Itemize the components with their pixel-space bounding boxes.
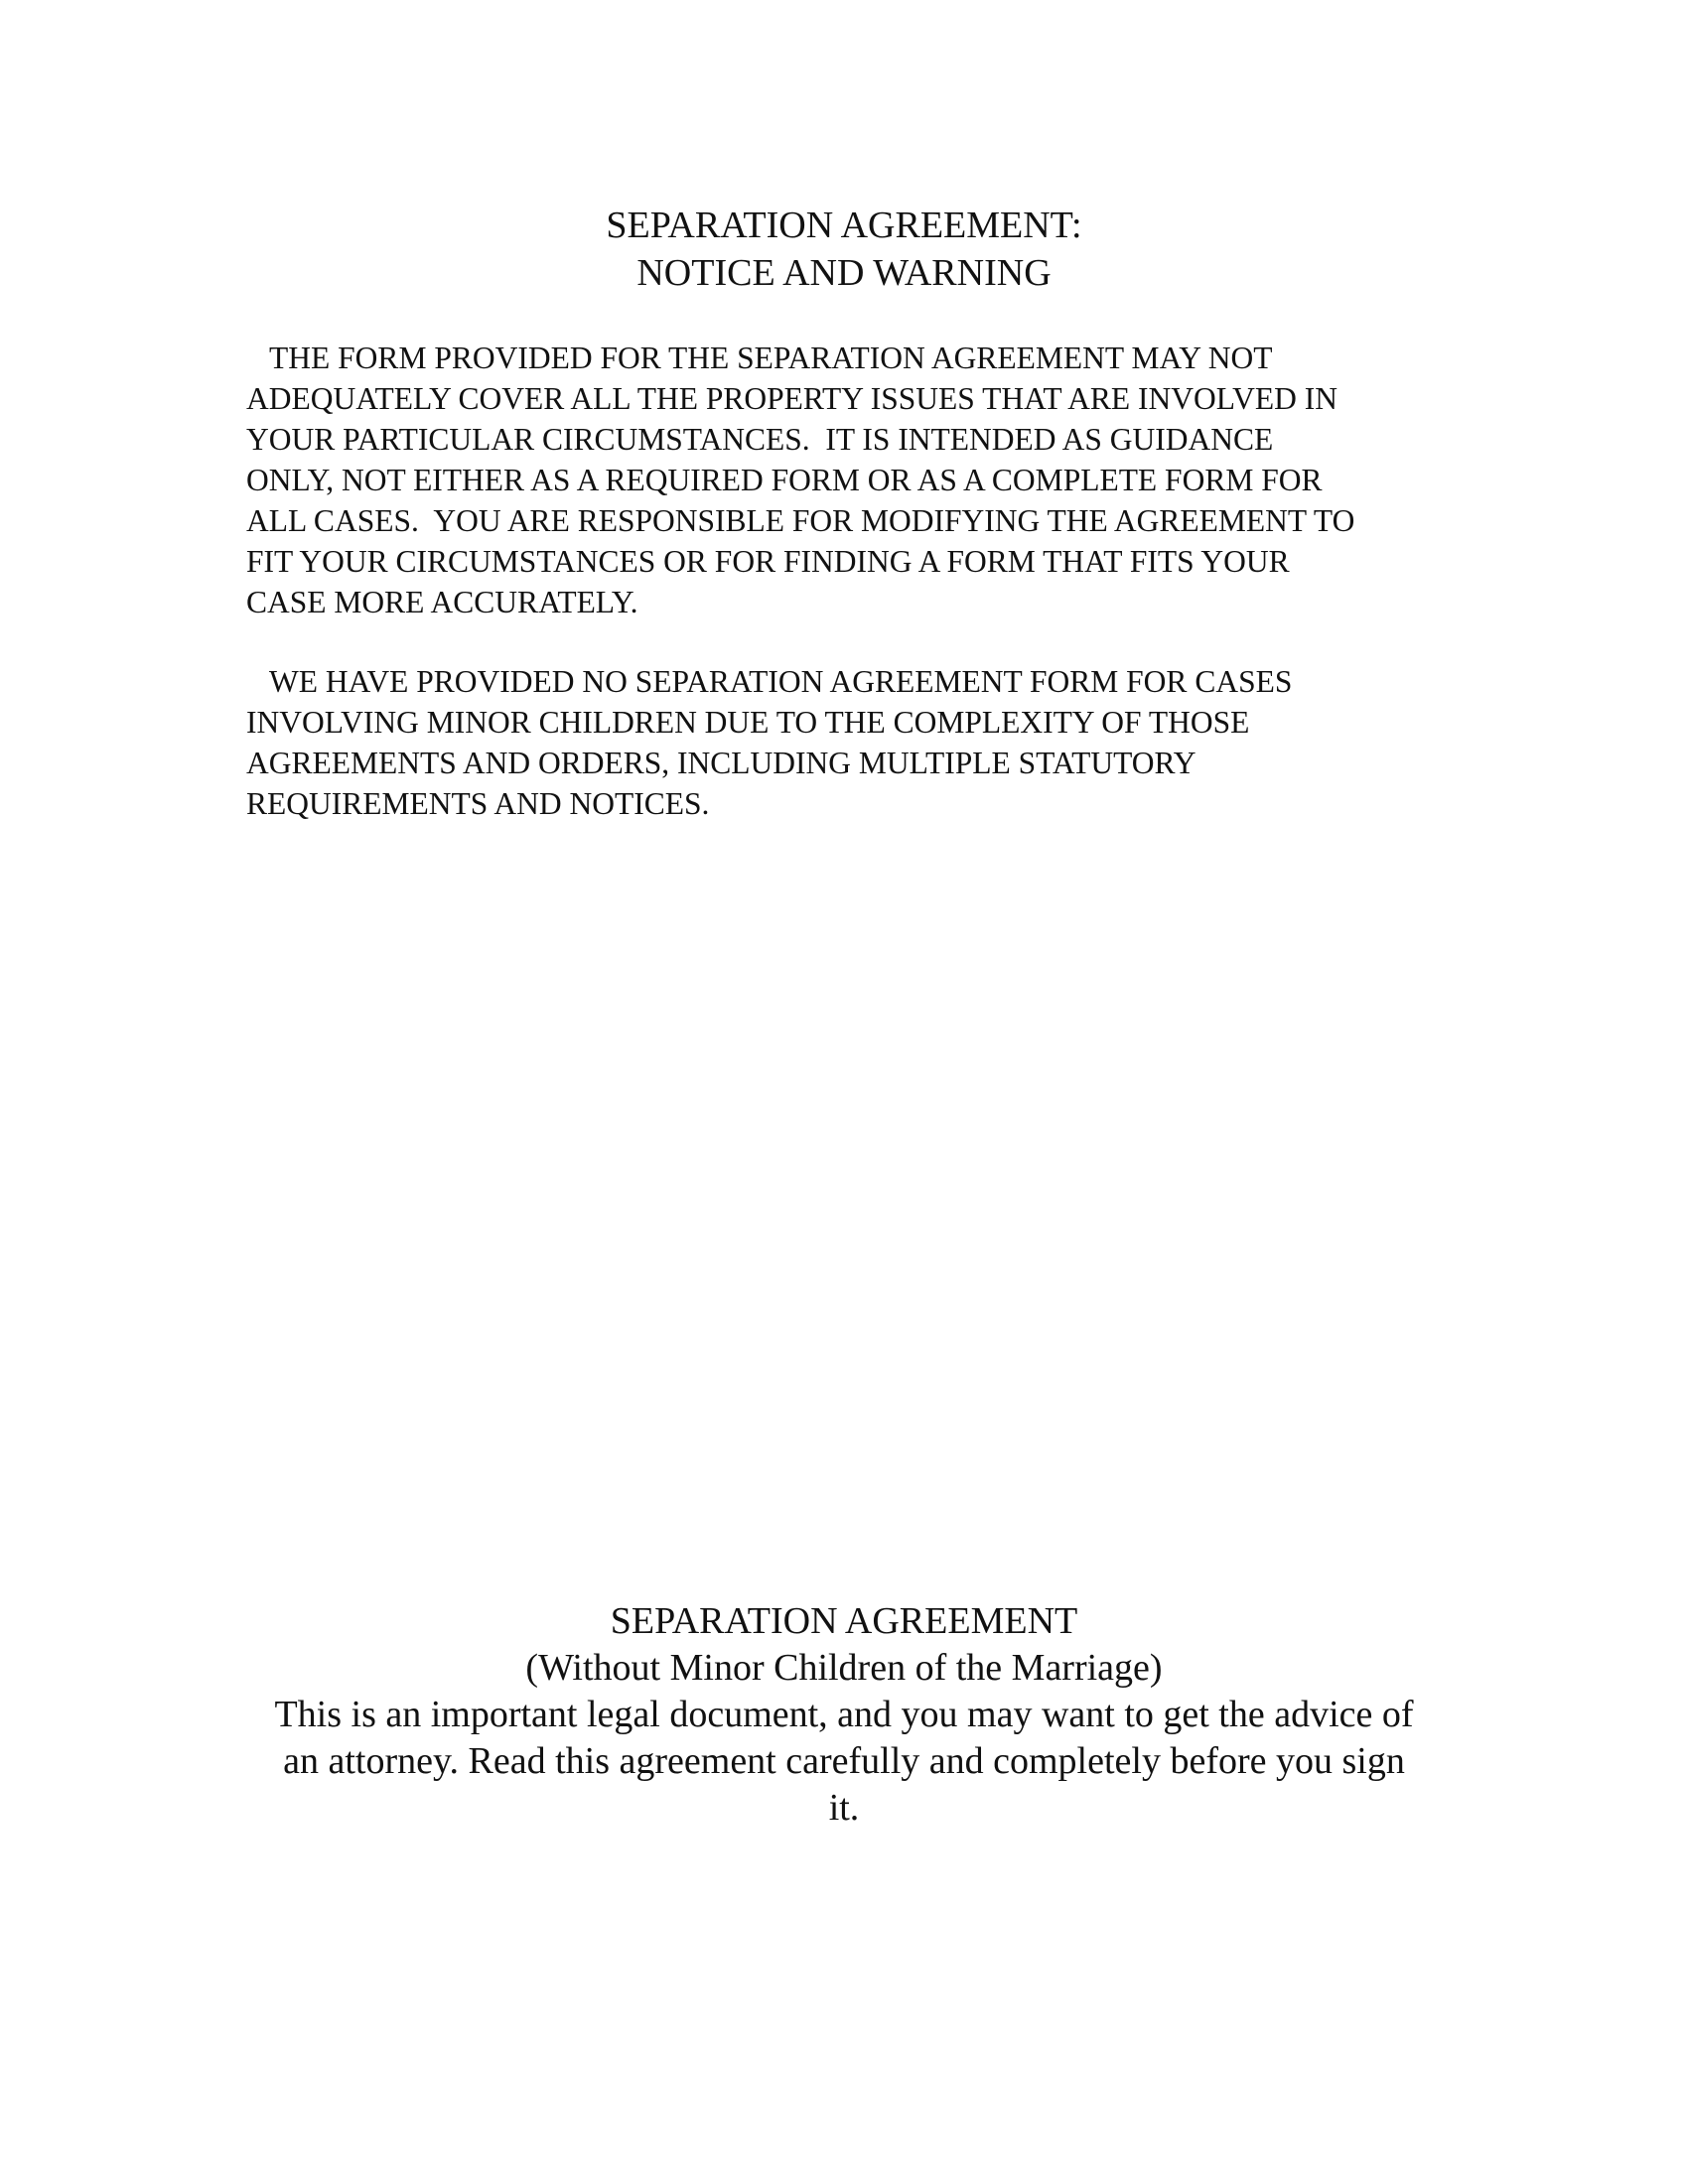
- warning-paragraph-1-line-2: ADEQUATELY COVER ALL THE PROPERTY ISSUES THAT ARE INVOLVED IN: [246, 381, 1337, 416]
- notice-title: [0, 202, 1688, 297]
- warning-paragraph-1-line-5: ALL CASES. YOU ARE RESPONSIBLE FOR MODIFYING THE AGREEMENT TO: [246, 503, 1355, 538]
- attorney-advice-line-3: it.: [828, 1787, 860, 1829]
- warning-paragraph-1-line-3: YOUR PARTICULAR CIRCUMSTANCES. IT IS INTENDED AS GUIDANCE: [246, 422, 1274, 457]
- warning-paragraph-2-line-4: REQUIREMENTS AND NOTICES.: [246, 786, 710, 821]
- warning-paragraph-2-line-1: WE HAVE PROVIDED NO SEPARATION AGREEMENT FORM FOR CASES: [246, 664, 1293, 699]
- notice-title-line-2: NOTICE AND WARNING: [636, 252, 1052, 294]
- warning-paragraph-1: [246, 338, 1468, 622]
- agreement-heading: [0, 1598, 1688, 1692]
- agreement-title: SEPARATION AGREEMENT: [610, 1600, 1078, 1642]
- attorney-advice-line-2: an attorney. Read this agreement carefully and completely before you sign: [283, 1740, 1405, 1782]
- warning-paragraph-1-line-1: THE FORM PROVIDED FOR THE SEPARATION AGREEMENT MAY NOT: [246, 341, 1273, 375]
- warning-paragraph-1-line-6: FIT YOUR CIRCUMSTANCES OR FOR FINDING A FORM THAT FITS YOUR: [246, 544, 1290, 579]
- agreement-subtitle: (Without Minor Children of the Marriage): [525, 1647, 1163, 1689]
- warning-paragraph-2: [246, 661, 1468, 824]
- warning-paragraph-1-line-4: ONLY, NOT EITHER AS A REQUIRED FORM OR AS A COMPLETE FORM FOR: [246, 463, 1323, 497]
- warning-paragraph-2-line-2: INVOLVING MINOR CHILDREN DUE TO THE COMPLEXITY OF THOSE: [246, 705, 1250, 740]
- attorney-advice-line-1: This is an important legal document, and you may want to get the advice of: [274, 1694, 1414, 1735]
- warning-paragraph-1-line-7: CASE MORE ACCURATELY.: [246, 585, 638, 619]
- attorney-advice: [0, 1692, 1688, 1832]
- warning-paragraph-2-line-3: AGREEMENTS AND ORDERS, INCLUDING MULTIPLE STATUTORY: [246, 746, 1196, 780]
- notice-title-line-1: SEPARATION AGREEMENT:: [606, 205, 1082, 246]
